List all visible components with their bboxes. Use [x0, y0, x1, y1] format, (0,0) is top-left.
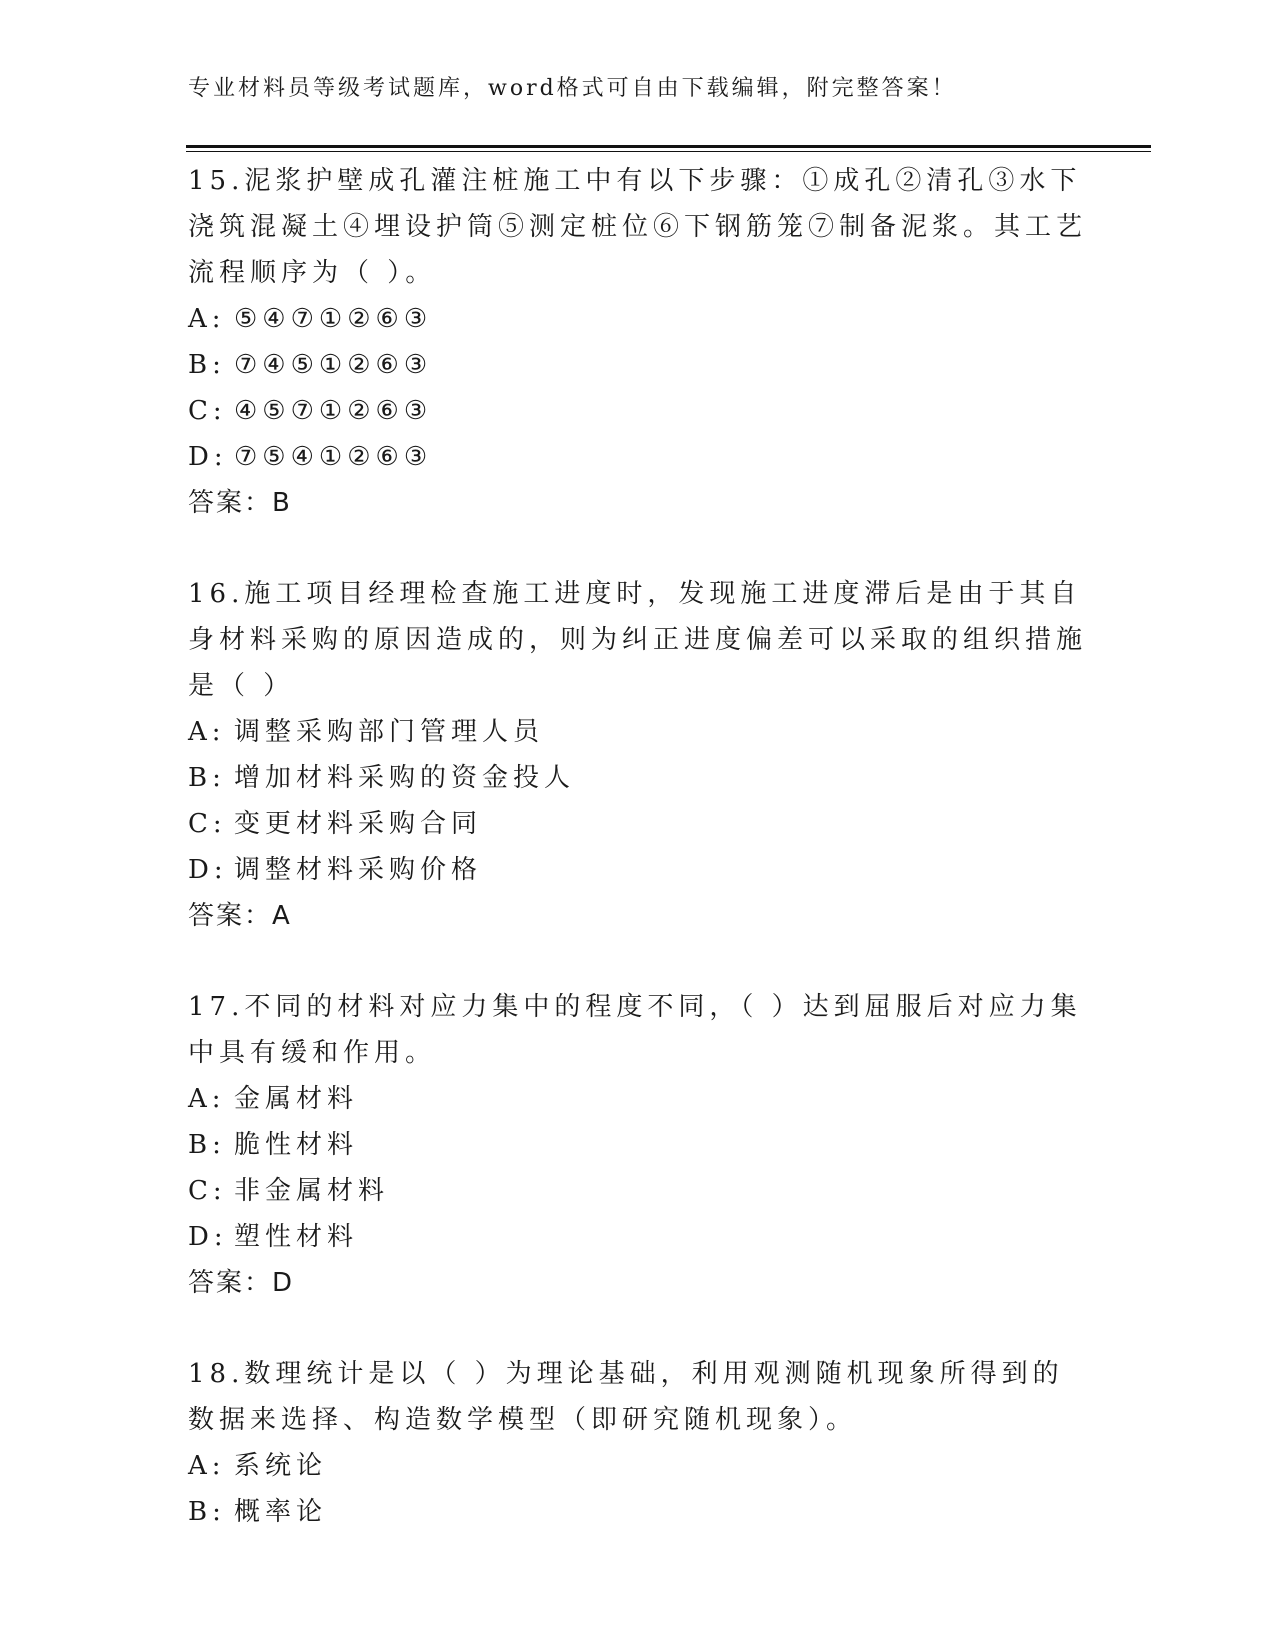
option-a	[188, 709, 1088, 755]
option-d	[188, 434, 1088, 480]
option-d	[188, 1214, 1088, 1260]
answer-line: 答案：A	[188, 901, 292, 931]
option-letter: B:	[188, 350, 226, 380]
option-letter: D:	[188, 1222, 228, 1252]
option-text: 塑性材料	[234, 1222, 359, 1252]
question-16	[188, 571, 1088, 939]
option-letter: D:	[188, 442, 228, 472]
option-text: 系统论	[234, 1451, 328, 1481]
option-text: 金属材料	[234, 1084, 359, 1114]
option-b	[188, 755, 1088, 801]
option-text: 非金属材料	[234, 1176, 390, 1206]
question-stem: 18.数理统计是以（ ）为理论基础，利用观测随机现象所得到的数据来选择、构造数学模型（即研究随机现象）。	[188, 1359, 1064, 1435]
option-letter: B:	[188, 1497, 226, 1527]
option-b	[188, 1122, 1088, 1168]
answer-line: 答案：B	[188, 488, 292, 518]
option-letter: B:	[188, 763, 226, 793]
option-letter: A:	[188, 1451, 226, 1481]
option-text: ④⑤⑦①②⑥③	[234, 396, 433, 426]
header-divider-thin	[186, 151, 1151, 152]
option-b	[188, 342, 1088, 388]
option-text: 调整材料采购价格	[234, 855, 483, 885]
option-d	[188, 847, 1088, 893]
option-a	[188, 296, 1088, 342]
option-letter: A:	[188, 304, 226, 334]
option-text: ⑤④⑦①②⑥③	[234, 304, 433, 334]
question-stem: 17.不同的材料对应力集中的程度不同，（ ）达到屈服后对应力集中具有缓和作用。	[188, 992, 1082, 1068]
option-letter: C:	[188, 1176, 227, 1206]
option-b	[188, 1489, 1088, 1535]
question-17	[188, 984, 1088, 1306]
question-15	[188, 158, 1088, 526]
option-letter: A:	[188, 717, 226, 747]
option-a	[188, 1443, 1088, 1489]
option-letter: A:	[188, 1084, 226, 1114]
header-divider-thick	[186, 145, 1151, 148]
option-text: ⑦⑤④①②⑥③	[234, 442, 433, 472]
option-text: 增加材料采购的资金投人	[234, 763, 576, 793]
option-a	[188, 1076, 1088, 1122]
option-letter: D:	[188, 855, 228, 885]
option-c	[188, 388, 1088, 434]
option-letter: B:	[188, 1130, 226, 1160]
option-text: 脆性材料	[234, 1130, 359, 1160]
option-text: 变更材料采购合同	[234, 809, 483, 839]
question-stem: 16.施工项目经理检查施工进度时，发现施工进度滞后是由于其自身材料采购的原因造成的，则为纠正进度偏差可以采取的组织措施是（ ）	[188, 579, 1088, 701]
option-letter: C:	[188, 396, 227, 426]
question-stem: 15.泥浆护壁成孔灌注桩施工中有以下步骤：①成孔②清孔③水下浇筑混凝土④埋设护筒⑤测定桩位⑥下钢筋笼⑦制备泥浆。其工艺流程顺序为（ ）。	[188, 166, 1088, 288]
option-c	[188, 801, 1088, 847]
option-letter: C:	[188, 809, 227, 839]
question-18	[188, 1351, 1088, 1535]
page-header: 专业材料员等级考试题库，word格式可自由下载编辑，附完整答案！	[188, 76, 957, 101]
option-c	[188, 1168, 1088, 1214]
answer-line: 答案：D	[188, 1268, 295, 1298]
question-list	[188, 158, 1088, 1580]
option-text: 概率论	[234, 1497, 328, 1527]
option-text: ⑦④⑤①②⑥③	[234, 350, 433, 380]
option-text: 调整采购部门管理人员	[234, 717, 545, 747]
